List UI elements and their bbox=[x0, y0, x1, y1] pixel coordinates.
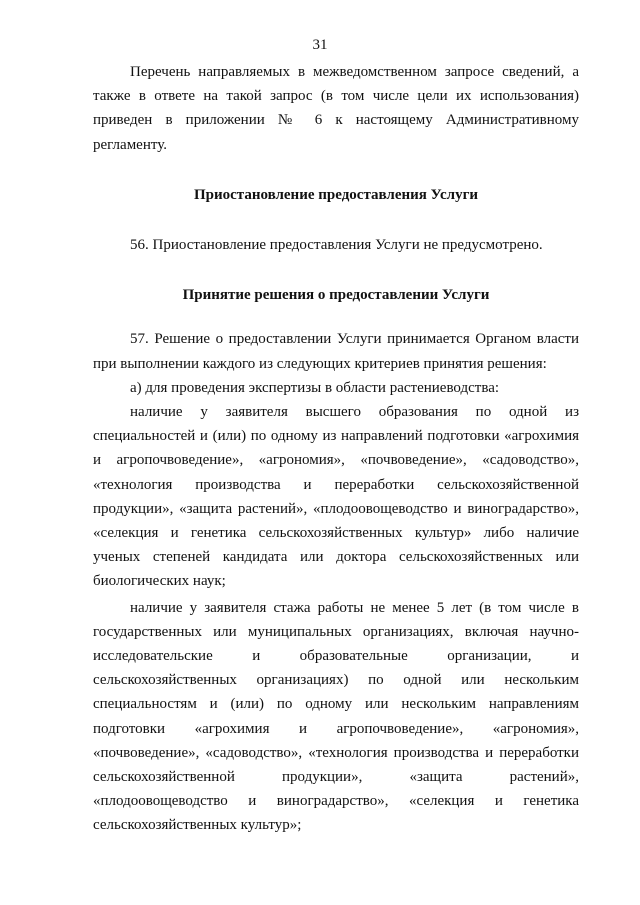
criterion-education: наличие у заявителя высшего образования по одной из специальностей и (или) по одному из направлений подготовки «агрохимия и агропочвоведение», «агрономия», «почвоведение», «садоводство», «технология производства и переработки сельскохозяйственной продукции», «защита растений», «плодоовощеводство и виноградарство», «селекция и генетика сельскохозяйственных культур» либо наличие ученых степеней кандидата или доктора сельскохозяйственных или биологических наук; bbox=[93, 404, 579, 590]
section-heading-suspension: Приостановление предоставления Услуги bbox=[193, 186, 479, 203]
intro-paragraph: Перечень направляемых в межведомственном запросе сведений, а также в ответе на такой запрос (в том числе цели их использования) приведен в приложении № 6 к настоящему Административному регламенту. bbox=[93, 64, 579, 153]
paragraph-57: 57. Решение о предоставлении Услуги принимается Органом власти при выполнении каждого из следующих критериев принятия решения: bbox=[93, 331, 579, 372]
paragraph-56: 56. Приостановление предоставления Услуги не предусмотрено. bbox=[130, 237, 543, 254]
section-heading-decision: Принятие решения о предоставлении Услуги bbox=[182, 287, 490, 304]
item-a: а) для проведения экспертизы в области растениеводства: bbox=[130, 379, 500, 396]
page-content bbox=[93, 60, 579, 838]
criterion-experience: наличие у заявителя стажа работы не менее 5 лет (в том числе в государственных или муниципальных организациях, включая научно-исследовательские и образовательные организации, и сельскохозяйственных организациях) по одной или нескольким специальностям и (или) по одному или нескольким направлениям подготовки «агрохимия и агропочвоведение», «агрономия», «почвоведение», «садоводство», «технология производства и переработки сельскохозяйственной продукции», «защита растений», «плодоовощеводство и виноградарство», «селекция и генетика сельскохозяйственных культур»; bbox=[93, 599, 579, 834]
page-number: 31 bbox=[312, 37, 328, 53]
